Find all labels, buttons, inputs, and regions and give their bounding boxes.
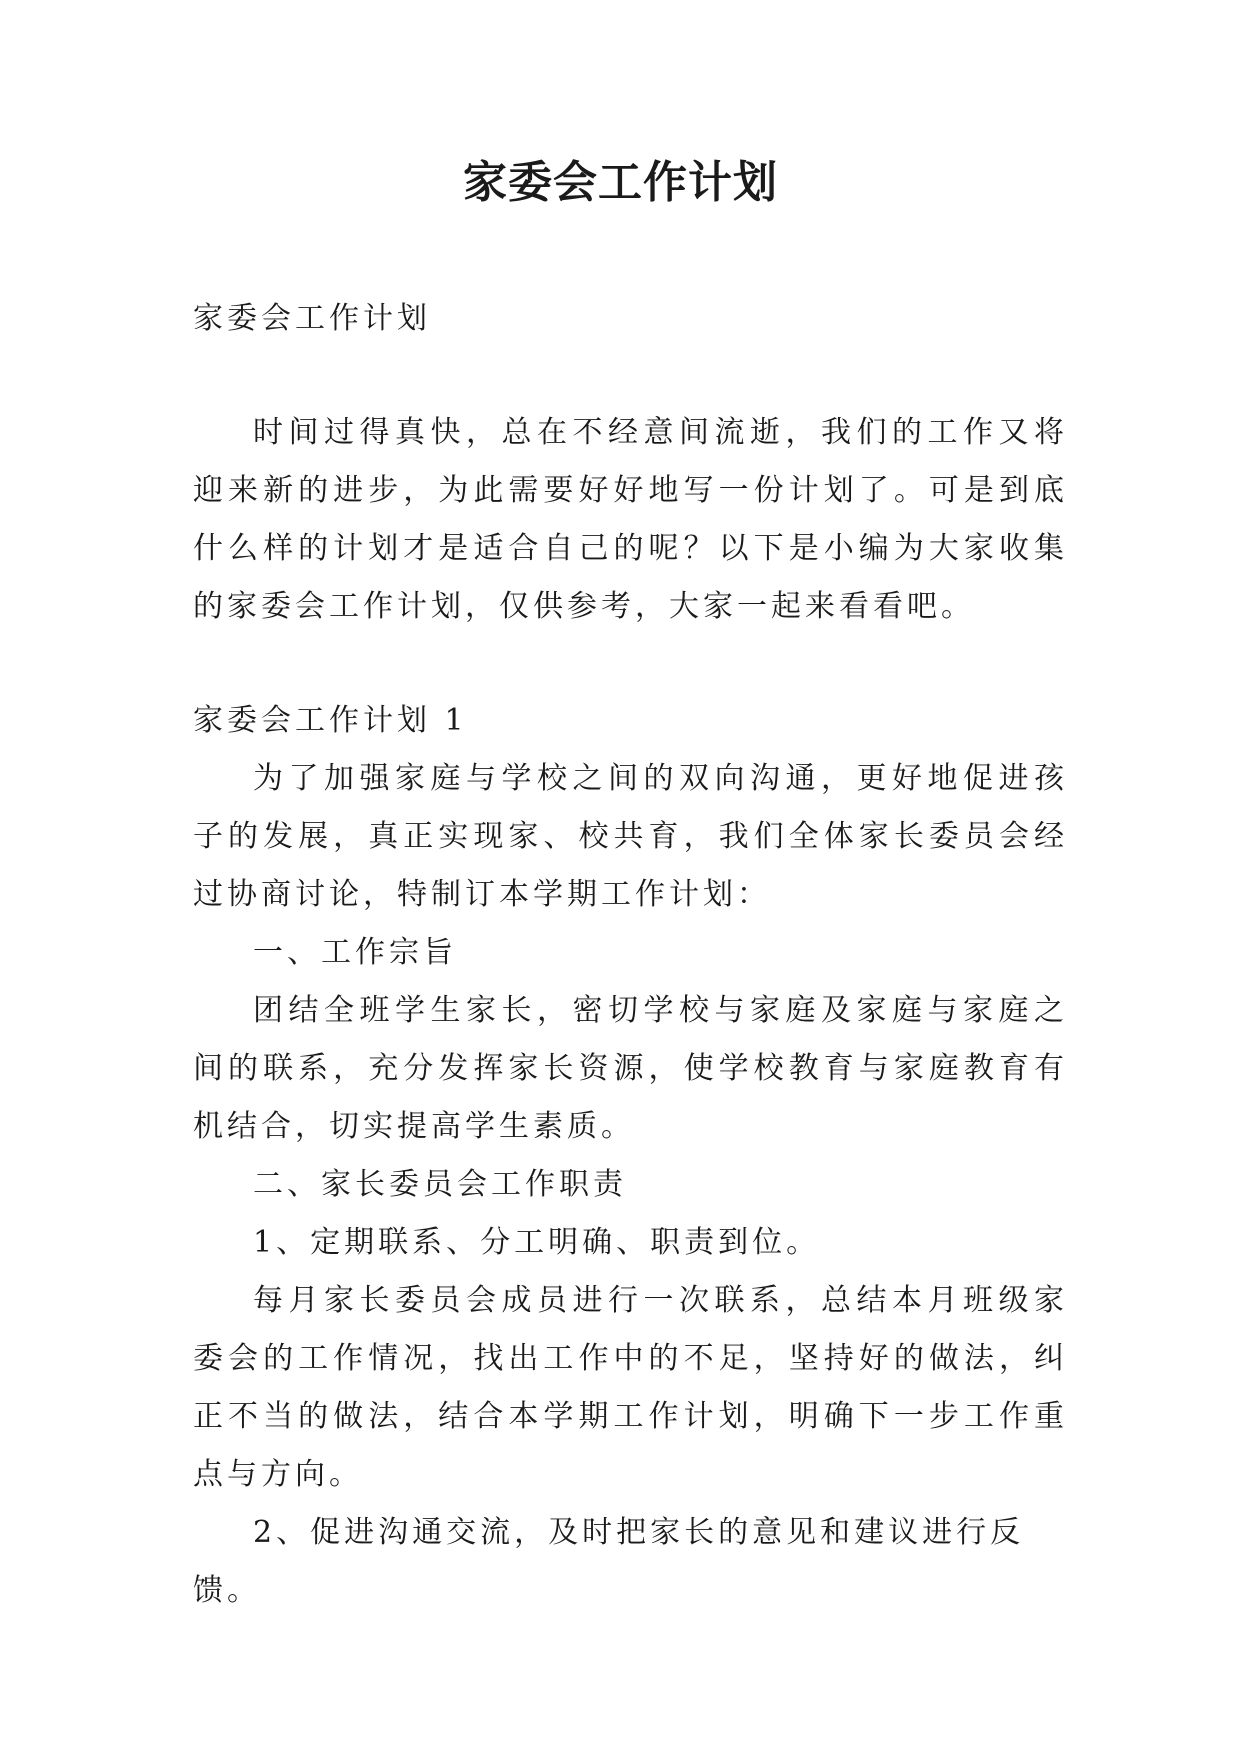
document-body [193, 290, 1068, 1620]
document-title: 家委会工作计划 [463, 157, 778, 208]
purpose-paragraph: 团结全班学生家长，密切学校与家庭及家庭与家庭之间的联系，充分发挥家长资源，使学校教育与家庭教育有机结合，切实提高学生素质。 [193, 993, 1068, 1144]
subtitle: 家委会工作计划 [193, 301, 431, 336]
duties-heading: 二、家长委员会工作职责 [253, 1167, 627, 1202]
duty-1-paragraph: 每月家长委员会成员进行一次联系，总结本月班级家委会的工作情况，找出工作中的不足，坚持好的做法，纠正不当的做法，结合本学期工作计划，明确下一步工作重点与方向。 [193, 1283, 1068, 1492]
section-heading: 家委会工作计划 1 [193, 703, 468, 738]
intro-paragraph: 时间过得真快，总在不经意间流逝，我们的工作又将迎来新的进步，为此需要好好地写一份计划了。可是到底什么样的计划才是适合自己的呢？以下是小编为大家收集的家委会工作计划，仅供参考，大家一起来看看吧。 [193, 415, 1068, 624]
purpose-heading: 一、工作宗旨 [253, 935, 457, 970]
duty-1-heading: 1、定期联系、分工明确、职责到位。 [253, 1225, 821, 1260]
section-paragraph: 为了加强家庭与学校之间的双向沟通，更好地促进孩子的发展，真正实现家、校共育，我们全体家长委员会经过协商讨论，特制订本学期工作计划： [193, 761, 1068, 912]
duty-2-heading: 2、促进沟通交流，及时把家长的意见和建议进行反馈。 [193, 1515, 1025, 1608]
